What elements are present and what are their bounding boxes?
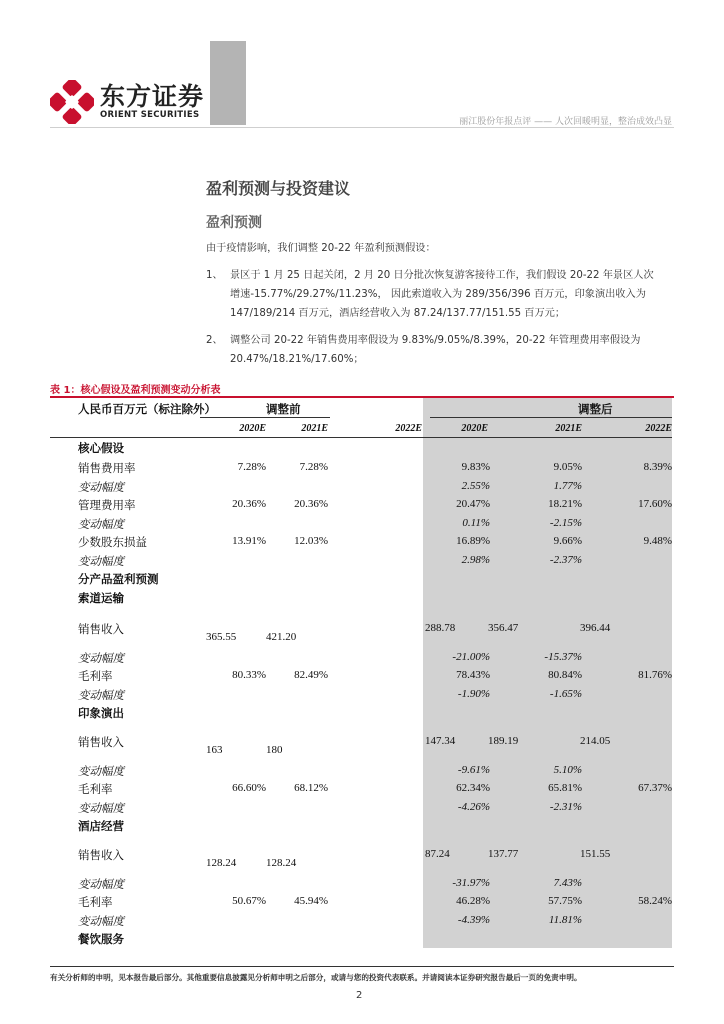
- table-cell: 0.11%: [462, 517, 490, 529]
- table-cell: 2.55%: [461, 480, 490, 492]
- item-line: 增速-15.77%/29.27%/11.23%， 因此索道收入为 289/356/396 百万元，印象演出收入为: [230, 289, 646, 300]
- item-number: 2、: [206, 335, 223, 346]
- table-cell: 17.60%: [638, 498, 672, 510]
- footer-disclaimer: 有关分析师的申明，见本报告最后部分。其他重要信息披露见分析师申明之后部分，或请与您的投资代表联系。并请阅读本证券研究报告最后一页的免责申明。: [50, 973, 582, 982]
- table-cell: 128.24: [266, 857, 297, 869]
- table-cell: 147.34: [425, 735, 456, 747]
- section-title: 盈利预测与投资建议: [206, 179, 351, 198]
- table-row-label: 毛利率: [78, 669, 113, 683]
- table-cell: 11.81%: [548, 914, 582, 926]
- item-line: 20.47%/18.21%/17.60%；: [230, 354, 364, 365]
- table-cell: 365.55: [206, 631, 237, 643]
- table-row-label: 变动幅度: [78, 480, 124, 494]
- table-row-label: 变动幅度: [78, 877, 124, 891]
- table-row-label: 变动幅度: [78, 764, 124, 778]
- table-top-rule: [50, 396, 674, 398]
- table-cell: 65.81%: [548, 782, 582, 794]
- table-cell: 8.39%: [643, 461, 672, 473]
- table-row-label: 变动幅度: [78, 517, 124, 531]
- item-line: 147/189/214 百万元，酒店经营收入为 87.24/137.77/151.55 百万元；: [230, 308, 566, 319]
- table-cell: 67.37%: [638, 782, 672, 794]
- year-header: 2022E: [395, 423, 422, 434]
- table-cell: 20.47%: [456, 498, 490, 510]
- group-header-after: 调整后: [578, 402, 613, 416]
- year-header: 2021E: [301, 423, 328, 434]
- table-cell: 81.76%: [638, 669, 672, 681]
- table-cell: -15.37%: [544, 651, 582, 663]
- table-cell: 82.49%: [294, 669, 328, 681]
- table-cell: 9.83%: [461, 461, 490, 473]
- table-cell: 46.28%: [456, 895, 490, 907]
- table-header-rule: [50, 437, 672, 438]
- table-cell: 80.84%: [548, 669, 582, 681]
- table-row-label: 少数股东损益: [78, 535, 147, 549]
- table-cell: -2.31%: [549, 801, 582, 813]
- table-cell: -4.39%: [457, 914, 490, 926]
- group-before-underline: [200, 417, 330, 418]
- table-cell: 16.89%: [456, 535, 490, 547]
- table-caption: 表 1：核心假设及盈利预测变动分析表: [50, 385, 221, 396]
- footer-divider: [50, 966, 674, 967]
- header-divider: [50, 127, 674, 128]
- page-number: 2: [356, 990, 363, 1001]
- table-section-label: 核心假设: [78, 441, 124, 455]
- table-row-label: 变动幅度: [78, 801, 124, 815]
- table-cell: 288.78: [425, 622, 456, 634]
- year-header: 2020E: [239, 423, 266, 434]
- table-cell: 78.43%: [456, 669, 490, 681]
- table-row-label: 销售收入: [78, 848, 124, 862]
- brand-name-cn: 东方证券: [100, 82, 205, 111]
- table-cell: 57.75%: [548, 895, 582, 907]
- item-number: 1、: [206, 270, 223, 281]
- table-cell: 62.34%: [456, 782, 490, 794]
- table-cell: 80.33%: [232, 669, 266, 681]
- table-row-label: 毛利率: [78, 895, 113, 909]
- table-cell: -31.97%: [452, 877, 490, 889]
- table-cell: 396.44: [580, 622, 611, 634]
- table-cell: 128.24: [206, 857, 237, 869]
- table-row-label: 销售收入: [78, 735, 124, 749]
- table-cell: -2.15%: [549, 517, 582, 529]
- orient-securities-logo-icon: [50, 80, 94, 124]
- running-title: 丽江股份年报点评 —— 人次回暖明显，整治成效凸显: [459, 117, 672, 127]
- table-cell: 18.21%: [548, 498, 582, 510]
- table-cell: 5.10%: [553, 764, 582, 776]
- table-cell: -1.90%: [457, 688, 490, 700]
- group-header-before: 调整前: [266, 402, 301, 416]
- table-cell: 20.36%: [232, 498, 266, 510]
- header-decor-bar: [210, 41, 246, 125]
- table-cell: 58.24%: [638, 895, 672, 907]
- table-cell: 137.77: [488, 848, 519, 860]
- item-line: 景区于 1 月 25 日起关闭，2 月 20 日分批次恢复游客接待工作，我们假设 20-22 年景区人次: [230, 270, 654, 281]
- year-header: 2021E: [555, 423, 582, 434]
- table-cell: 9.48%: [643, 535, 672, 547]
- table-row-label: 销售费用率: [78, 461, 136, 475]
- table-cell: 45.94%: [294, 895, 328, 907]
- year-header: 2020E: [461, 423, 488, 434]
- table-cell: -4.26%: [457, 801, 490, 813]
- table-row-label: 毛利率: [78, 782, 113, 796]
- table-cell: 68.12%: [294, 782, 328, 794]
- table-cell: 66.60%: [232, 782, 266, 794]
- table-section-label: 酒店经营: [78, 819, 124, 833]
- table-cell: 87.24: [425, 848, 450, 860]
- table-section-label: 印象演出: [78, 706, 124, 720]
- table-cell: 7.28%: [299, 461, 328, 473]
- table-cell: 7.43%: [553, 877, 582, 889]
- table-row-label: 变动幅度: [78, 688, 124, 702]
- year-header: 2022E: [645, 423, 672, 434]
- table-cell: 13.91%: [232, 535, 266, 547]
- table-section-label: 索道运输: [78, 591, 124, 605]
- group-after-underline: [430, 417, 672, 418]
- table-row-label: 变动幅度: [78, 651, 124, 665]
- table-cell: 2.98%: [461, 554, 490, 566]
- table-cell: 163: [206, 744, 223, 756]
- table-cell: 214.05: [580, 735, 611, 747]
- table-row-label: 变动幅度: [78, 914, 124, 928]
- table-cell: 421.20: [266, 631, 297, 643]
- table-cell: 20.36%: [294, 498, 328, 510]
- table-row-label: 变动幅度: [78, 554, 124, 568]
- table-cell: 12.03%: [294, 535, 328, 547]
- table-cell: -21.00%: [452, 651, 490, 663]
- table-row-label: 管理费用率: [78, 498, 136, 512]
- table-cell: 189.19: [488, 735, 519, 747]
- table-cell: 50.67%: [232, 895, 266, 907]
- table-cell: -1.65%: [549, 688, 582, 700]
- section-subtitle: 盈利预测: [206, 215, 262, 231]
- table-cell: 7.28%: [237, 461, 266, 473]
- item-line: 调整公司 20-22 年销售费用率假设为 9.83%/9.05%/8.39%，20-22 年管理费用率假设为: [230, 335, 641, 346]
- table-unit-label: 人民币百万元（标注除外）: [78, 402, 216, 416]
- table-cell: 9.66%: [553, 535, 582, 547]
- table-cell: -9.61%: [457, 764, 490, 776]
- table-row-label: 销售收入: [78, 622, 124, 636]
- table-section-label: 分产品盈利预测: [78, 572, 159, 586]
- table-cell: 180: [266, 744, 283, 756]
- table-cell: 9.05%: [553, 461, 582, 473]
- table-section-label: 餐饮服务: [78, 932, 124, 946]
- intro-paragraph: 由于疫情影响，我们调整 20-22 年盈利预测假设：: [206, 243, 436, 254]
- brand-name-en: ORIENT SECURITIES: [100, 110, 200, 120]
- table-cell: 1.77%: [553, 480, 582, 492]
- table-cell: 356.47: [488, 622, 519, 634]
- table-cell: -2.37%: [549, 554, 582, 566]
- table-cell: 151.55: [580, 848, 611, 860]
